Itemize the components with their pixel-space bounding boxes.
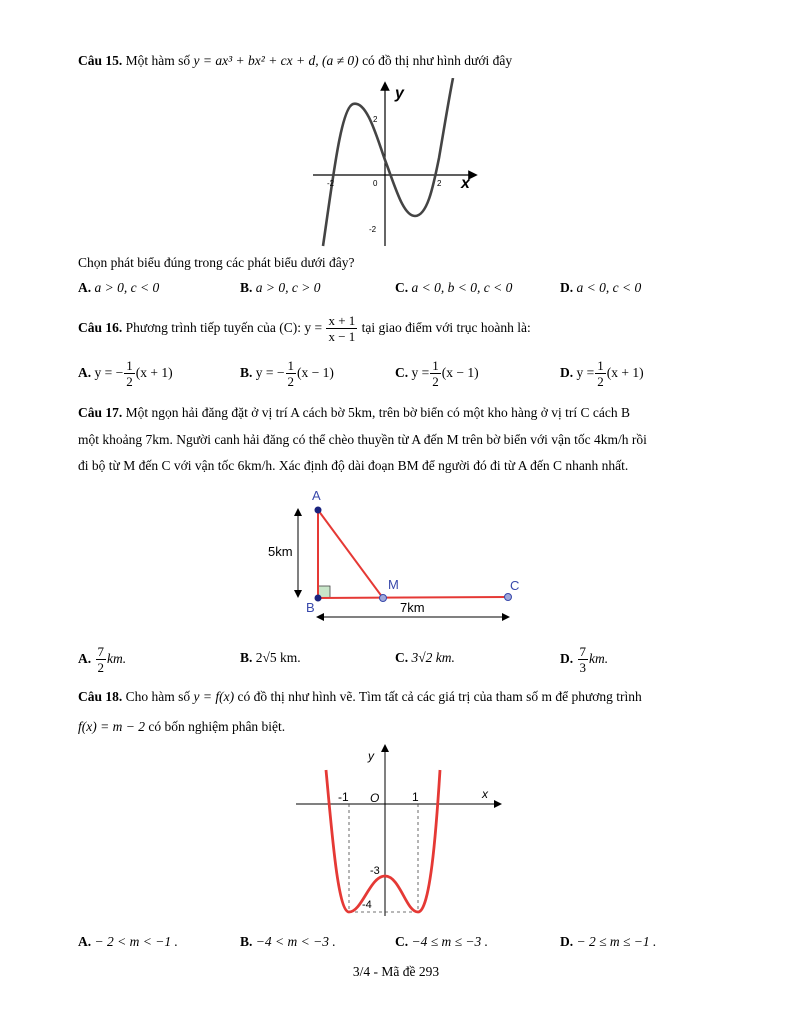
q17-option-a-num: 7 [97,644,104,660]
q17-label-m: M [388,577,399,592]
q16-option-d-frac [595,358,606,389]
q18-tick-ym3: -3 [370,865,380,877]
q18-option-d-key: D. [560,934,574,949]
q17-option-d-tail: km. [589,651,609,666]
q17-option-d-key: D. [560,651,574,666]
q18-option-d-text: − 2 ≤ m ≤ −1 . [576,934,657,949]
q17-segment-bc [318,597,508,598]
q17-lighthouse-figure [262,484,532,626]
q18-tick-ym4: -4 [362,899,372,911]
q18-option-d[interactable] [560,934,656,950]
q16-option-a-key: A. [78,365,92,380]
q16-option-b-tail: (x − 1) [297,365,334,380]
q17-option-a-tail: km. [107,651,127,666]
q16-option-a-den: 2 [126,374,133,390]
q17-option-b-key: B. [240,650,253,665]
q16-option-b[interactable] [240,356,334,390]
q16-option-a-tail: (x + 1) [135,365,173,380]
q16-frac-den: x − 1 [328,329,356,345]
q16-frac-num: x + 1 [328,313,356,329]
q18-line1 [78,688,642,706]
q15-option-b[interactable] [240,280,320,296]
q16-option-b-frac [286,358,297,389]
q17-option-d-num: 7 [579,644,586,660]
q15-tick-x2: 2 [437,179,442,188]
q18-tick-x1: 1 [412,790,419,804]
q17-option-a[interactable] [78,642,126,676]
q17-option-b-text: 2√5 km. [255,650,301,665]
q15-cubic-graph [305,78,485,250]
q18-option-a-key: A. [78,934,92,949]
q18-option-b-text: −4 < m < −3 . [255,934,336,949]
q16-option-c[interactable] [395,356,479,390]
q18-origin-label: O [370,791,380,805]
q18-option-c[interactable] [395,934,488,950]
q15-text-pre: Một hàm số [125,53,191,68]
q16-option-d-lead: y = [576,365,595,380]
q17-option-a-den: 2 [97,660,104,676]
q17-label-c: C [510,578,520,593]
q17-segment-am [318,510,383,598]
q16-option-c-den: 2 [432,374,439,390]
q17-point-a [315,507,322,514]
q16-label: Câu 16. [78,320,123,335]
q15-label: Câu 15. [78,53,123,68]
q16-option-a-frac [124,358,135,389]
q15-option-b-key: B. [240,280,253,295]
q16-option-a-num: 1 [126,358,133,374]
q17-option-a-key: A. [78,651,92,666]
q15-option-d[interactable] [560,280,641,296]
q15-tick-origin: 0 [373,179,378,188]
q17-point-m [380,595,387,602]
q15-option-d-key: D. [560,280,574,295]
q16-stem [78,310,531,346]
q15-option-c-key: C. [395,280,409,295]
q18-label: Câu 18. [78,689,123,704]
q17-option-d[interactable] [560,642,608,676]
q17-line3: đi bộ từ M đến C với vận tốc 6km/h. Xác định độ dài đoạn BM để người đó đi từ A đến C nhanh nhất. [78,458,629,473]
q17-option-c-key: C. [395,650,409,665]
q17-point-b [315,595,322,602]
q16-option-a-lead: y = − [94,365,124,380]
q15-option-a-text: a > 0, c < 0 [94,280,160,295]
q18-option-c-text: −4 ≤ m ≤ −3 . [411,934,489,949]
q15-prompt: Chọn phát biểu đúng trong các phát biểu dưới đây? [78,255,355,270]
q15-option-b-text: a > 0, c > 0 [255,280,321,295]
q18-line1-pre: Cho hàm số [125,689,191,704]
q15-stem [78,52,512,70]
q16-option-b-key: B. [240,365,253,380]
q18-option-c-key: C. [395,934,409,949]
q18-tick-xm1: -1 [338,790,349,804]
q16-option-c-lead: y = [411,365,430,380]
q17-option-c-text: 3√2 km. [411,650,455,665]
q15-curve [323,78,453,246]
q16-option-d-tail: (x + 1) [606,365,644,380]
q18-line1-formula: y = f(x) [193,689,235,704]
q17-option-d-frac [578,644,589,675]
q18-option-b-key: B. [240,934,253,949]
q16-option-b-den: 2 [287,374,294,390]
q17-option-d-den: 3 [579,660,586,676]
q18-line2 [78,718,285,736]
q17-label-a: A [312,488,321,503]
q17-line2: một khoảng 7km. Người canh hải đăng có thể chèo thuyền từ A đến M trên bờ biển với vận tốc 4km/h rồi [78,432,647,447]
q15-option-d-text: a < 0, c < 0 [576,280,642,295]
q15-formula: y = ax³ + bx² + cx + d, (a ≠ 0) [193,53,359,68]
q15-tick-ym2: -2 [369,225,377,234]
q15-option-a[interactable] [78,280,159,296]
q17-option-a-frac [96,644,107,675]
q15-text-post: có đồ thị như hình dưới đây [362,53,513,68]
q17-point-c [505,594,512,601]
q17-label-b: B [306,600,315,615]
q16-option-d[interactable] [560,356,644,390]
q16-option-d-key: D. [560,365,574,380]
q16-option-c-frac [430,358,441,389]
q15-tick-y2: 2 [373,115,378,124]
q17-option-c[interactable] [395,650,455,666]
q16-option-c-num: 1 [432,358,439,374]
q16-option-d-num: 1 [597,358,604,374]
page-footer: 3/4 - Mã đề 293 [352,964,440,979]
q17-label-7km: 7km [400,600,425,615]
q16-option-b-lead: y = − [255,365,285,380]
q18-line1-post: có đồ thị như hình vẽ. Tìm tất cả các giá trị của tham số m để phương trình [237,689,642,704]
q17-option-b[interactable] [240,650,301,666]
q18-line2-post: có bốn nghiệm phân biệt. [148,719,286,734]
q18-option-b[interactable] [240,934,336,950]
q16-fraction [326,313,357,344]
q18-line2-formula: f(x) = m − 2 [78,719,145,734]
q16-option-c-tail: (x − 1) [441,365,479,380]
q17-line1 [78,404,630,422]
q18-option-a[interactable] [78,934,178,950]
q18-option-a-text: − 2 < m < −1 . [94,934,178,949]
q18-y-label: y [368,749,374,763]
q16-option-d-den: 2 [597,374,604,390]
q16-option-b-num: 1 [287,358,294,374]
q16-y-eq: y = [304,320,323,335]
q16-option-a[interactable] [78,356,173,390]
q16-text-pre: Phương trình tiếp tuyến của (C): [125,320,301,335]
q15-y-label: y [395,85,404,102]
q17-label-5km: 5km [268,544,293,559]
q18-quartic-graph [294,744,504,920]
q15-option-c[interactable] [395,280,512,296]
q15-option-c-text: a < 0, b < 0, c < 0 [411,280,513,295]
q16-text-post: tại giao điểm với trục hoành là: [361,320,531,335]
q15-option-a-key: A. [78,280,92,295]
q16-option-c-key: C. [395,365,409,380]
q15-tick-xm2: -2 [327,179,335,188]
q17-line1-text: Một ngọn hải đăng đặt ở vị trí A cách bờ 5km, trên bờ biển có một kho hàng ở vị trí C cách B [125,405,630,420]
q17-label: Câu 17. [78,405,123,420]
q18-x-label: x [482,787,488,801]
q15-x-label: x [461,175,470,192]
